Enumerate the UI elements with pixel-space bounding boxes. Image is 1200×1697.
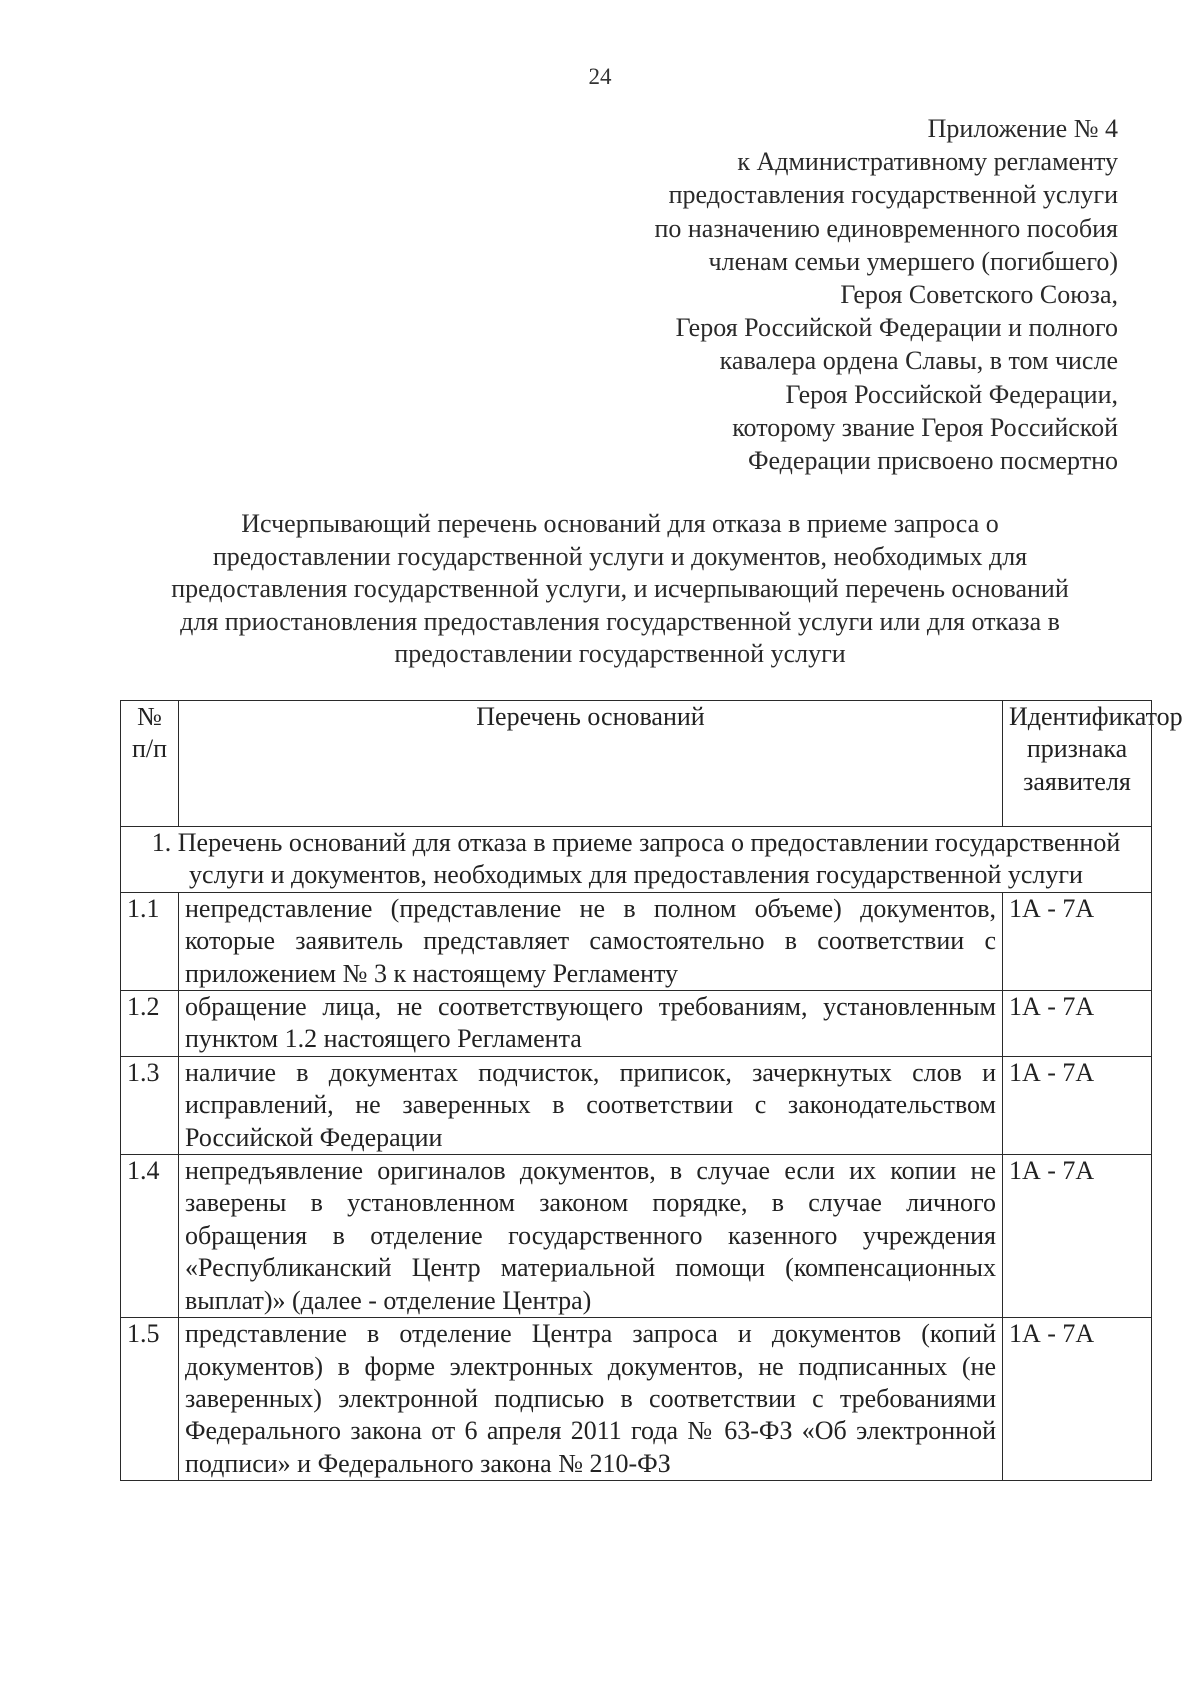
table-row — [121, 892, 1152, 990]
header-num: № п/п — [121, 701, 179, 827]
title-line: Исчерпывающий перечень оснований для отказа в приеме запроса о — [241, 509, 999, 538]
table-row — [121, 1056, 1152, 1154]
row-text: непредставление (представление не в полном объеме) документов, которые заявитель представляет самостоятельно в соответствии с приложением № 3 к настоящему Регламенту — [179, 892, 1003, 990]
page-number: 24 — [588, 64, 612, 89]
row-number: 1.2 — [121, 991, 179, 1057]
appendix-line: членам семьи умершего (погибшего) — [708, 246, 1118, 276]
appendix-line: которому звание Героя Российской — [732, 412, 1118, 442]
row-identifier: 1А - 7А — [1003, 991, 1152, 1057]
appendix-line: Федерации присвоено посмертно — [747, 446, 1118, 476]
header-list: Перечень оснований — [179, 701, 1003, 827]
grounds-table — [120, 700, 1183, 1481]
table-header-row — [121, 701, 1152, 827]
row-number: 1.3 — [121, 1056, 179, 1154]
title-line: предоставления государственной услуги, и исчерпывающий перечень оснований — [171, 574, 1069, 604]
document-title — [125, 508, 1115, 671]
table-row — [121, 1155, 1152, 1318]
appendix-line: к Административному регламенту — [737, 147, 1118, 177]
appendix-line: Героя Советского Союза, — [840, 280, 1118, 310]
row-text: непредъявление оригиналов документов, в случае если их копии не заверены в установленном законом порядке, в случае личного обращения в отделение государственного казенного учреждения «Республиканский Центр материальной помощи (компенсационных выплат)» (далее - отделение Центра) — [179, 1155, 1003, 1318]
row-identifier: 1А - 7А — [1003, 1155, 1152, 1318]
appendix-line: предоставления государственной услуги — [668, 180, 1118, 210]
row-identifier: 1А - 7А — [1003, 892, 1152, 990]
row-text: наличие в документах подчисток, приписок, зачеркнутых слов и исправлений, не заверенных в соответствии с законодательством Российской Федерации — [179, 1056, 1003, 1154]
table-row — [121, 1318, 1152, 1481]
row-number: 1.4 — [121, 1155, 179, 1318]
section-title: 1. Перечень оснований для отказа в приеме запроса о предоставлении государственной услуги и документов, необходимых для предоставления государственной услуги — [121, 827, 1152, 893]
row-identifier: 1А - 7А — [1003, 1318, 1152, 1481]
appendix-line: по назначению единовременного пособия — [654, 213, 1118, 243]
row-text: представление в отделение Центра запроса и документов (копий документов) в форме электронных документов, не подписанных (не заверенных) электронной подписью в соответствии с требованиями Федерального закона от 6 апреля 2011 года № 63-ФЗ «Об электронной подписи» и Федерального закона № 210-ФЗ — [179, 1318, 1003, 1481]
row-identifier: 1А - 7А — [1003, 1056, 1152, 1154]
title-line: предоставлении государственной услуги и документов, необходимых для — [212, 541, 1028, 571]
appendix-line: Героя Российской Федерации и полного — [675, 313, 1118, 343]
header-identifier: Идентификатор признака заявителя — [1003, 701, 1152, 827]
appendix-line: кавалера ордена Славы, в том числе — [719, 346, 1118, 376]
title-line: для приостановления предоставления государственной услуги или для отказа в — [180, 606, 1060, 636]
appendix-line: Героя Российской Федерации, — [785, 379, 1118, 409]
row-text: обращение лица, не соответствующего требованиям, установленным пунктом 1.2 настоящего Регламента — [179, 991, 1003, 1057]
table-row — [121, 991, 1152, 1057]
row-number: 1.5 — [121, 1318, 179, 1481]
appendix-line: Приложение № 4 — [927, 114, 1118, 143]
appendix-heading — [478, 112, 1118, 477]
title-line: предоставлении государственной услуги — [394, 639, 846, 669]
row-number: 1.1 — [121, 892, 179, 990]
section-row — [121, 827, 1152, 893]
